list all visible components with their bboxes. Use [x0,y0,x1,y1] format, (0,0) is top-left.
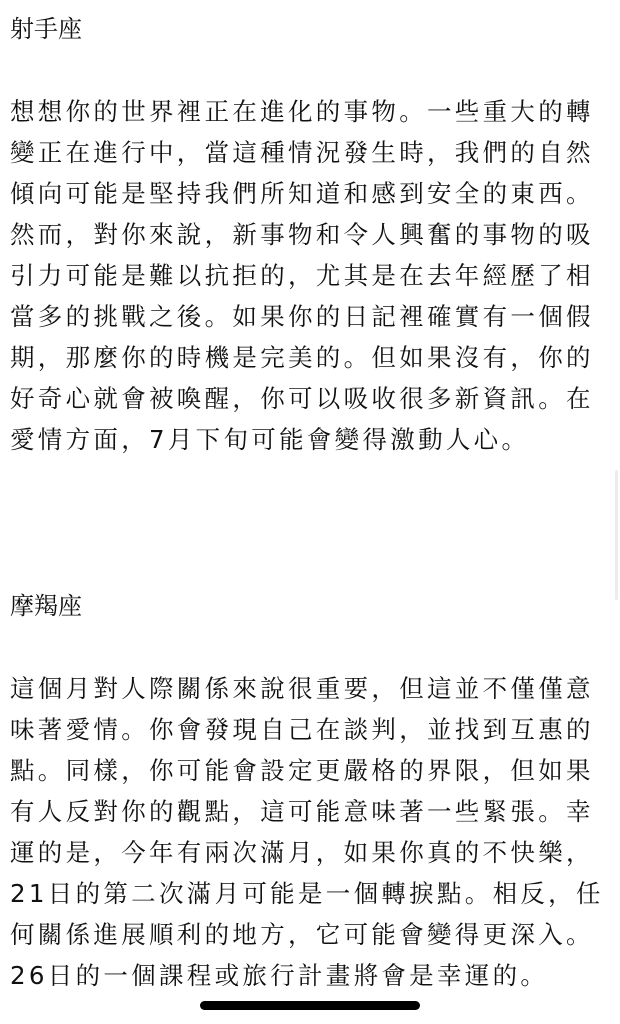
paragraph-line: 這個月對人際關係來說很重要，但這並不僅僅意 [10,674,594,703]
paragraph-capricorn [10,668,620,996]
section-heading-sagittarius: 射手座 [10,15,82,43]
paragraph-line: 期，那麼你的時機是完美的。但如果沒有，你的 [10,343,594,372]
paragraph-sagittarius [10,91,620,460]
home-indicator[interactable] [200,1001,420,1010]
paragraph-line: 何關係進展順利的地方，它可能會變得更深入。 [10,920,594,949]
paragraph-line: 運的是，今年有兩次滿月，如果你真的不快樂， [10,838,594,867]
paragraph-line: 傾向可能是堅持我們所知道和感到安全的東西。 [10,179,594,208]
paragraph-line: 26日的一個課程或旅行計畫將會是幸運的。 [10,961,549,990]
paragraph-line: 當多的挑戰之後。如果你的日記裡確實有一個假 [10,302,594,331]
paragraph-line: 愛情方面，7月下旬可能會變得激動人心。 [10,425,530,454]
paragraph-line: 點。同樣，你可能會設定更嚴格的界限，但如果 [10,756,594,785]
section-heading-capricorn: 摩羯座 [10,592,82,620]
paragraph-line: 變正在進行中，當這種情況發生時，我們的自然 [10,138,594,167]
paragraph-line: 引力可能是難以抗拒的，尤其是在去年經歷了相 [10,261,594,290]
paragraph-line: 想想你的世界裡正在進化的事物。一些重大的轉 [10,97,594,126]
paragraph-line: 21日的第二次滿月可能是一個轉捩點。相反，任 [10,879,604,908]
paragraph-line: 有人反對你的觀點，這可能意味著一些緊張。幸 [10,797,594,826]
paragraph-line: 味著愛情。你會發現自己在談判，並找到互惠的 [10,715,594,744]
paragraph-line: 好奇心就會被喚醒，你可以吸收很多新資訊。在 [10,384,594,413]
paragraph-line: 然而，對你來說，新事物和令人興奮的事物的吸 [10,220,594,249]
scrollbar[interactable] [615,470,618,600]
